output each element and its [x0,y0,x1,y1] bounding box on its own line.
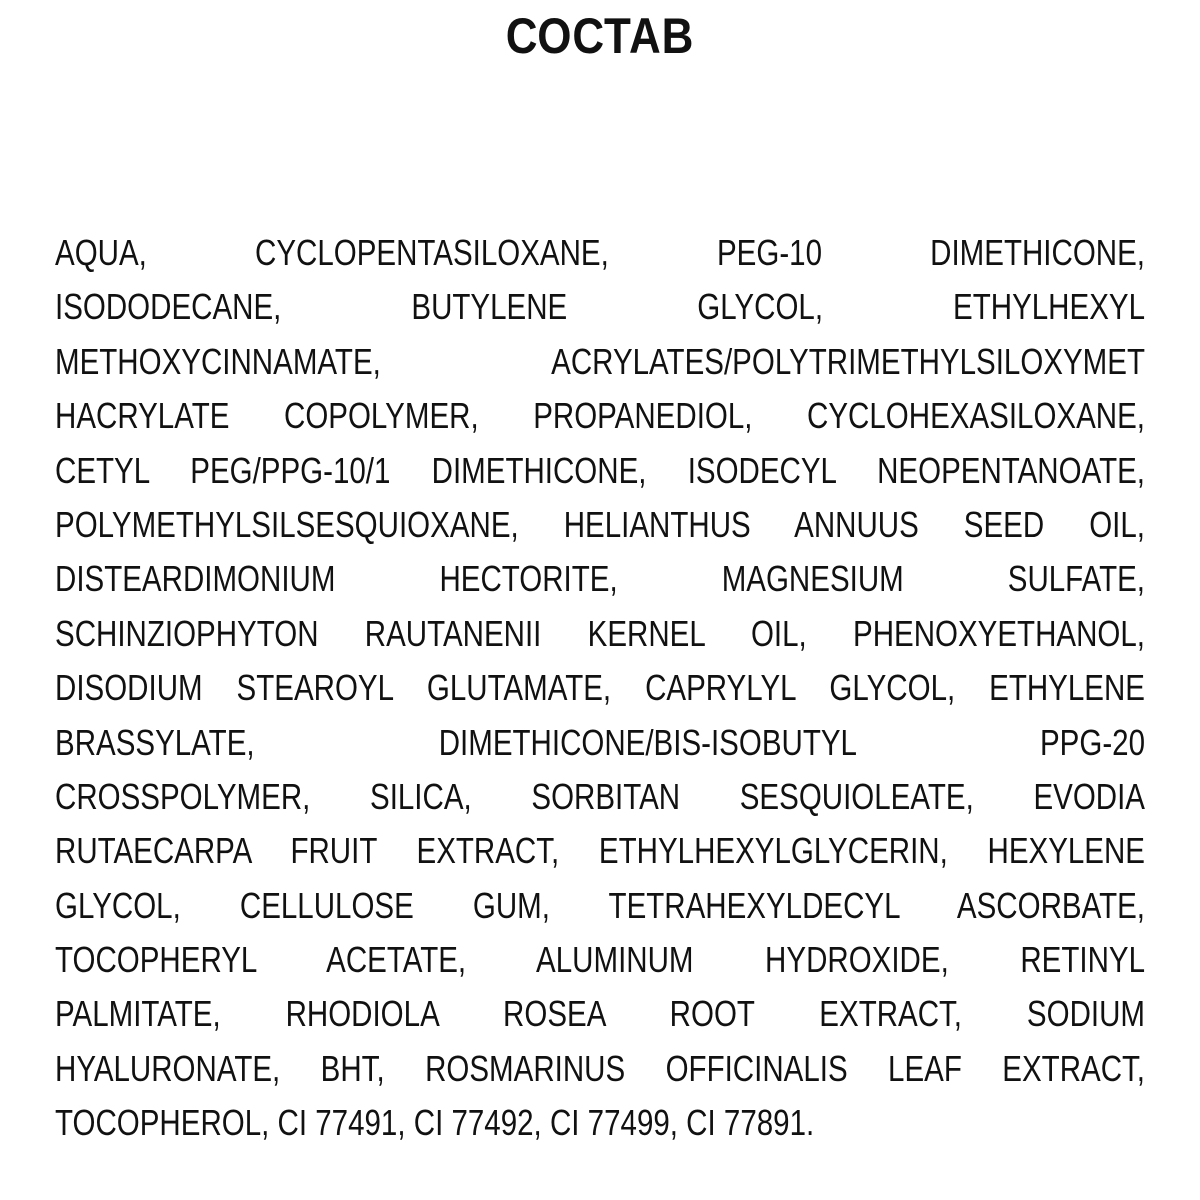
ingredient-line [55,933,1145,987]
ingredient-line [55,716,1145,770]
ingredient-line [55,661,1145,715]
ingredient-line-text: CETYL PEG/PPG-10/1 DIMETHICONE, ISODECYL NEOPENTANOATE, [55,449,1145,491]
ingredient-line [55,444,1145,498]
ingredient-line-text: SCHINZIOPHYTON RAUTANENII KERNEL OIL, PHENOXYETHANOL, [55,612,1146,654]
ingredient-line-text: BRASSYLATE, DIMETHICONE/BIS-ISOBUTYL PPG-20 [55,721,1145,763]
ingredient-line [55,280,1145,334]
ingredient-line-text: DISODIUM STEAROYL GLUTAMATE, CAPRYLYL GLYCOL, ETHYLENE [55,667,1145,709]
ingredient-line-text: POLYMETHYLSILSESQUIOXANE, HELIANTHUS ANNUUS SEED OIL, [55,503,1145,545]
ingredient-line-text: CROSSPOLYMER, SILICA, SORBITAN SESQUIOLEATE, EVODIA [55,775,1145,817]
ingredient-line [55,1096,1145,1150]
ingredient-line-text: HACRYLATE COPOLYMER, PROPANEDIOL, CYCLOHEXASILOXANE, [55,395,1145,437]
page-title: СОСТАВ [505,8,695,64]
ingredient-line [55,987,1145,1041]
ingredient-line [55,552,1145,606]
ingredient-line-text: ISODODECANE, BUTYLENE GLYCOL, ETHYLHEXYL [55,286,1145,328]
ingredient-line [55,498,1145,552]
ingredient-line [55,1042,1145,1096]
ingredient-line [55,879,1145,933]
ingredient-line-text: METHOXYCINNAMATE, ACRYLATES/POLYTRIMETHYLSILOXYMET [55,340,1145,382]
ingredient-line [55,607,1145,661]
ingredient-line-text: PALMITATE, RHODIOLA ROSEA ROOT EXTRACT, SODIUM [55,993,1145,1035]
ingredient-line-text: RUTAECARPA FRUIT EXTRACT, ETHYLHEXYLGLYCERIN, HEXYLENE [55,830,1146,872]
ingredient-line-text: AQUA, CYCLOPENTASILOXANE, PEG-10 DIMETHICONE, [55,232,1146,273]
ingredient-line [55,770,1145,824]
ingredient-line [55,335,1145,389]
ingredient-line-text: HYALURONATE, BHT, ROSMARINUS OFFICINALIS LEAF EXTRACT, [55,1047,1145,1089]
ingredient-line-text: TOCOPHERYL ACETATE, ALUMINUM HYDROXIDE, RETINYL [55,939,1145,981]
ingredient-line-text: TOCOPHEROL, CI 77491, CI 77492, CI 77499, CI 77891. [55,1102,815,1144]
ingredient-line [55,389,1145,443]
ingredient-line [55,824,1145,878]
ingredient-line-text: GLYCOL, CELLULOSE GUM, TETRAHEXYLDECYL ASCORBATE, [55,884,1146,926]
ingredient-line [55,226,1145,280]
ingredient-line-text: DISTEARDIMONIUM HECTORITE, MAGNESIUM SULFATE, [55,558,1146,600]
ingredients-list [55,226,1145,1151]
